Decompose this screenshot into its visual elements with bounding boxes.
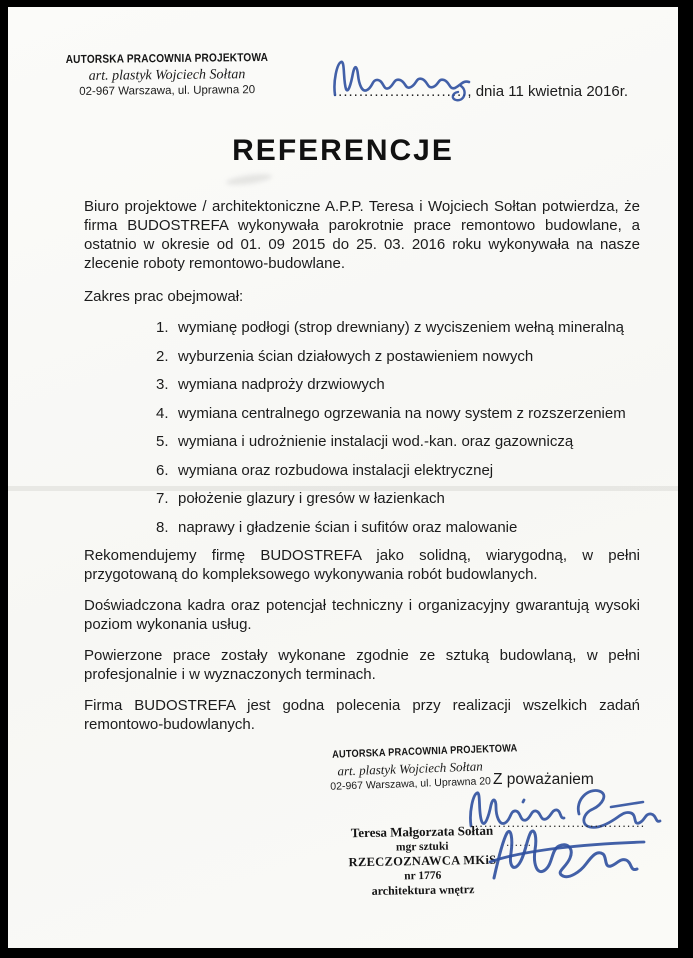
- letterhead-company-name: AUTORSKA PRACOWNIA PROJEKTOWA: [65, 51, 269, 67]
- letterhead-address: 02-967 Warszawa, ul. Uprawna 20: [330, 775, 492, 793]
- date-text: , dnia 11 kwietnia 2016r.: [467, 83, 629, 100]
- handwriting-city-warszawa: [328, 53, 478, 108]
- list-item: [156, 489, 640, 508]
- list-item-number: 7.: [156, 490, 169, 507]
- stamp-field: architektura wnętrz: [371, 882, 475, 898]
- list-item-text: wymiana i udrożnienie instalacji wod.-kan. oraz gazowniczą: [178, 433, 574, 450]
- letterhead-stamp-top: [52, 48, 282, 98]
- list-item-text: wymiana oraz rozbudowa instalacji elektrycznej: [178, 461, 494, 479]
- list-item-text: wymianę podłogi (strop drewniany) z wyciszeniem wełną mineralną: [178, 319, 625, 336]
- letterhead-address: 02-967 Warszawa, ul. Uprawna 20: [79, 84, 256, 98]
- list-item-number: 3.: [156, 376, 169, 393]
- final-paragraph: Firma BUDOSTREFA jest godna polecenia przy realizacji wszelkich zadań remontowo-budowlanych.: [84, 697, 640, 733]
- valediction: Z poważaniem: [493, 771, 594, 788]
- document-title: REFERENCJE: [232, 134, 454, 167]
- list-item-text: wymiana centralnego ogrzewania na nowy system z rozszerzeniem: [178, 404, 626, 422]
- work-items-list: [156, 318, 640, 537]
- date-dotted-line: ..........................: [333, 83, 468, 100]
- letter-body: [84, 197, 640, 734]
- signoff-section: [8, 735, 678, 948]
- list-item-number: 6.: [156, 461, 169, 479]
- list-item-number: 4.: [156, 404, 169, 422]
- list-item: [156, 375, 640, 394]
- list-item: [156, 432, 640, 451]
- closing-paragraphs: [84, 546, 640, 734]
- quality-paragraph: Powierzone prace zostały wykonane zgodnie ze sztuką budowlaną, w pełni profesjonalnie i w wyznaczonych terminach.: [84, 647, 640, 683]
- stamp-degree: mgr sztuki: [395, 840, 449, 853]
- letterhead-person: art. plastyk Wojciech Sołtan: [337, 758, 483, 779]
- staff-paragraph: Doświadczona kadra oraz potencjał techniczny i organizacyjny gwarantują wysoki poziom wykonania usług.: [84, 597, 640, 633]
- list-item-text: położenie glazury i gresów w łazienkach: [178, 490, 445, 507]
- list-item-number: 8.: [156, 518, 169, 536]
- list-item-number: 2.: [156, 347, 169, 365]
- scan-artifact-smudge: [226, 172, 273, 187]
- stamp-role: RZECZOZNAWCA MKiS: [348, 852, 497, 870]
- list-item: [156, 518, 640, 537]
- list-item-number: 5.: [156, 433, 169, 450]
- letter-page: [8, 7, 678, 948]
- list-item-text: wymiana nadproży drzwiowych: [178, 376, 385, 393]
- letterhead-company-name: AUTORSKA PRACOWNIA PROJEKTOWA: [331, 742, 518, 761]
- list-item: [156, 404, 640, 423]
- list-item-number: 1.: [156, 319, 169, 336]
- scope-heading: Zakres prac obejmował:: [84, 288, 244, 305]
- list-item-text: wyburzenia ścian działowych z postawieniem nowych: [178, 347, 534, 365]
- list-item: [156, 318, 640, 337]
- list-item-text: naprawy i gładzenie ścian i sufitów oraz malowanie: [178, 518, 518, 536]
- list-item: [156, 461, 640, 480]
- letterhead-person: art. plastyk Wojciech Sołtan: [88, 67, 246, 84]
- signature-teresa-soltan: [484, 820, 652, 892]
- stamp-name: Teresa Małgorzata Sołtan: [350, 822, 494, 841]
- signature-dotted-line-small: ......: [506, 835, 533, 849]
- intro-paragraph: Biuro projektowe / architektoniczne A.P.P. Teresa i Wojciech Sołtan potwierdza, że firma BUDOSTREFA wykonywała parokrotnie prace remontowo budowlane, a ostatnio w okresie od 01. 09 2015 do 25. 03. 2016 roku wykonywała na nasze zlecenie roboty remontowo-budowlane.: [84, 198, 640, 272]
- signature-dotted-line: ......................................: [470, 815, 646, 830]
- recommendation-paragraph: Rekomendujemy firmę BUDOSTREFA jako solidną, wiarygodną, w pełni przygotowaną do kompleksowego wykonywania robót budowlanych.: [84, 547, 640, 583]
- list-item: [156, 347, 640, 366]
- stamp-number: nr 1776: [404, 869, 442, 882]
